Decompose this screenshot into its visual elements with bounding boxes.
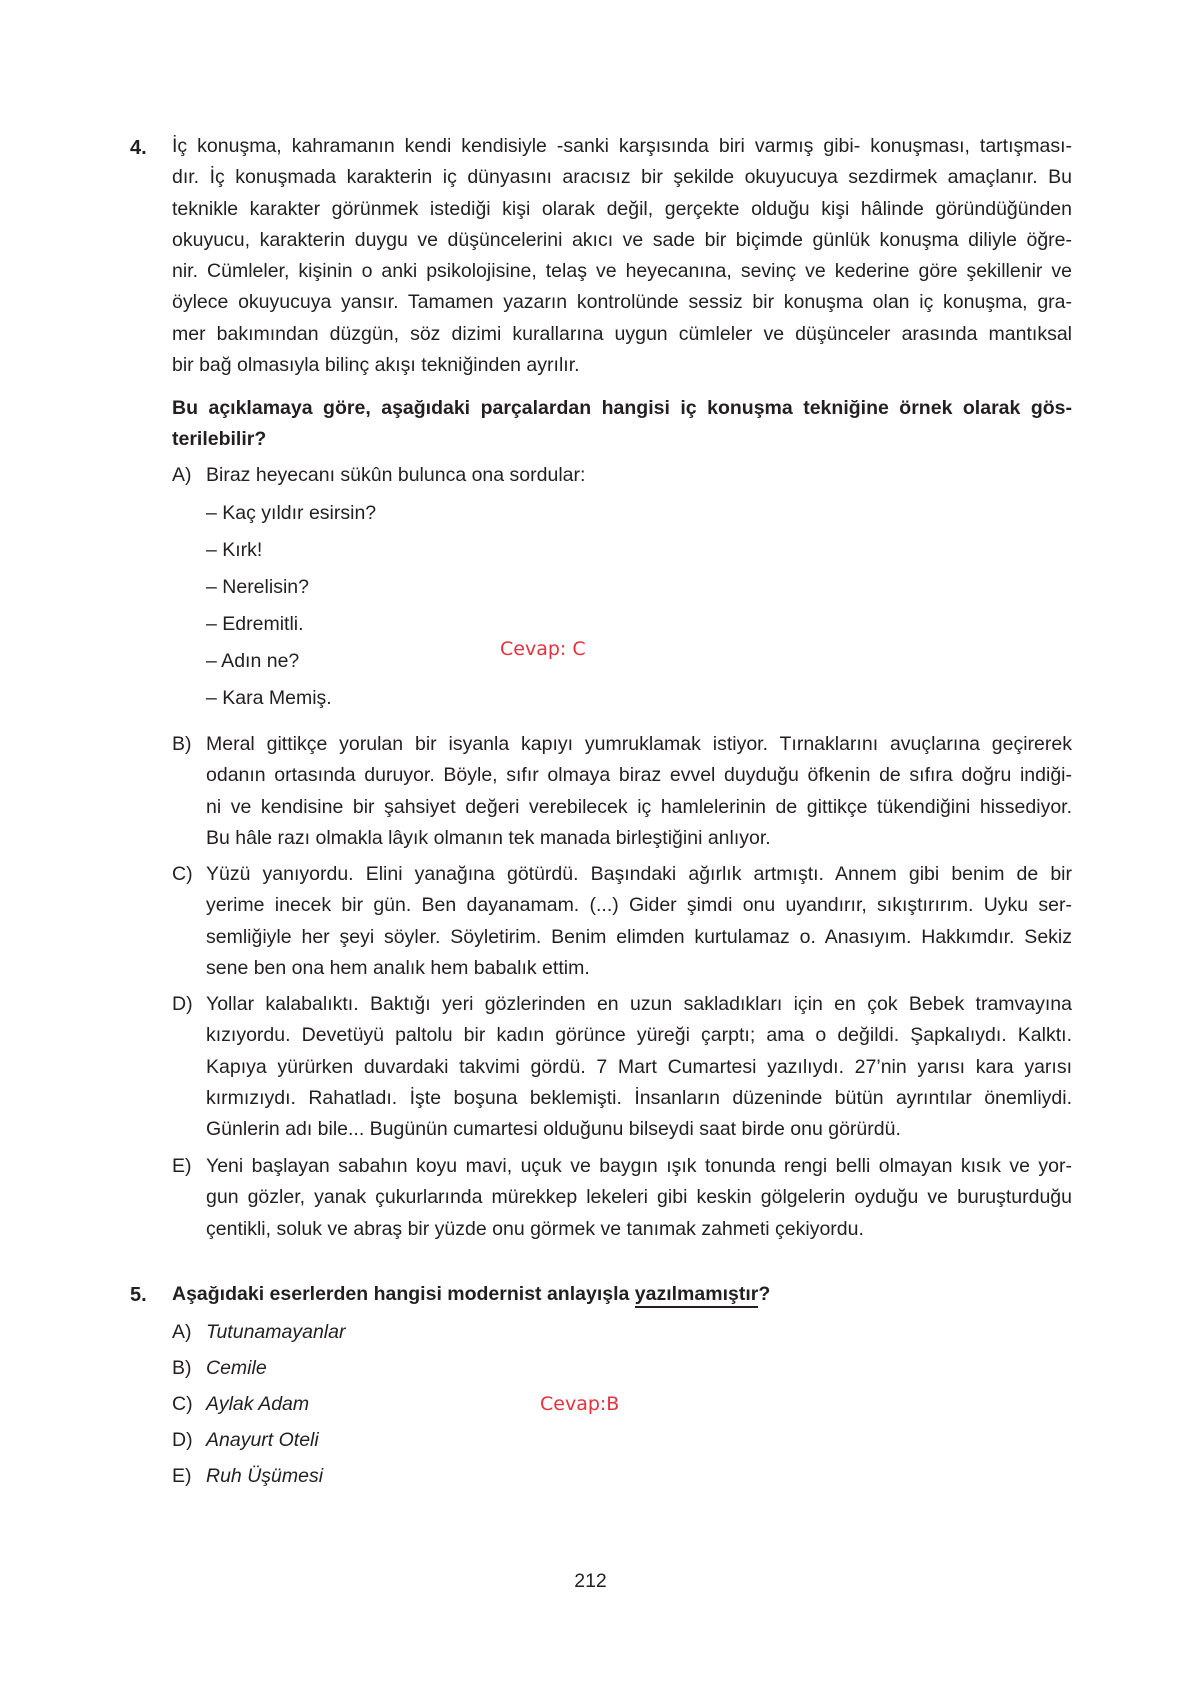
prompt-line: terilebilir?: [172, 428, 267, 451]
passage-line: nir. Cümleler, kişinin o anki psikolojisine, telaş ve heyecanına, sevinç ve kederine göre şekillenir ve: [172, 260, 1072, 283]
option-line: ni ve kendisine bir şahsiyet değeri verebilecek iç hamlelerinin de gittikçe tükendiğini hissediyor.: [206, 795, 1072, 818]
question-4-passage: [172, 131, 1072, 381]
option-text: Ruh Üşümesi: [206, 1465, 324, 1487]
option-line: Bu hâle razı olmakla lâyık olmanın tek manada birleştiğini anlıyor.: [206, 826, 771, 849]
option-b-text: [206, 729, 1072, 854]
option-letter: C): [172, 863, 193, 885]
prompt-line: Bu açıklamaya göre, aşağıdaki parçalardan hangisi iç konuşma tekniğine örnek olarak gös-: [172, 397, 1072, 419]
q5-option-d[interactable]: [172, 1425, 572, 1457]
question-4-prompt: [172, 393, 1072, 456]
option-line: Yüzü yanıyordu. Elini yanağına götürdü. Başındaki ağırlık artmıştı. Annem gibi benim de bir: [206, 863, 1072, 885]
question-4-number: 4.: [130, 137, 147, 159]
option-letter: C): [172, 1393, 193, 1415]
option-letter: E): [172, 1155, 192, 1177]
option-text: Tutunamayanlar: [206, 1321, 346, 1343]
dialog-line: – Kırk!: [206, 539, 263, 561]
question-5-number: 5.: [130, 1284, 147, 1306]
passage-line: okuyucu, karakterin duygu ve düşüncelerini akıcı ve sade bir biçimde günlük konuşma diliyle öğre-: [172, 228, 1072, 251]
q5-option-e[interactable]: [172, 1461, 572, 1493]
option-letter: A): [172, 464, 192, 486]
option-line: Yollar kalabalıktı. Baktığı yeri gözlerinden en uzun sakladıkları için en çok Bebek tramvayına: [206, 993, 1072, 1015]
option-a[interactable]: [172, 460, 1072, 492]
answer-note-q4: Cevap: C: [500, 638, 586, 660]
passage-line: dır. İç konuşmada karakterin iç dünyasını aracısız bir şekilde okuyucuya sezdirmek amaçlanır. Bu: [172, 166, 1072, 189]
dialog-line: – Kaç yıldır esirsin?: [206, 502, 377, 524]
option-line: Kapıya yürürken duvardaki takvimi gördü. 7 Mart Cumartesi yazılıydı. 27’nin yarısı kara yarısı: [206, 1055, 1072, 1078]
option-text: Anayurt Oteli: [206, 1429, 319, 1451]
option-letter: E): [172, 1465, 192, 1487]
prompt-underlined-word: yazılmamıştır: [635, 1283, 759, 1308]
passage-line: bir bağ olmasıyla bilinç akışı tekniğinden ayrılır.: [172, 354, 580, 377]
option-e-text: [206, 1151, 1072, 1245]
passage-line: teknikle karakter görünmek istediği kişi olarak değil, gerçekte olduğu kişi hâlinde göründüğünden: [172, 197, 1072, 220]
passage-line: öylece okuyucuya yansır. Tamamen yazarın kontrolünde sessiz bir konuşma olan iç konuşma, gra-: [172, 291, 1072, 314]
option-line: çentikli, soluk ve abraş bir yüzde onu görmek ve tanımak zahmeti çekiyordu.: [206, 1217, 864, 1240]
option-c-text: [206, 859, 1072, 984]
option-letter: B): [172, 1357, 192, 1379]
option-d-text: [206, 989, 1072, 1145]
option-line: sene ben ona hem analık hem babalık ettim.: [206, 956, 590, 979]
dialog-line: – Nerelisin?: [206, 576, 309, 598]
option-line: odanın ortasında duruyor. Böyle, sıfır olmaya biraz evvel duyduğu öfkenin de sıfıra doğru indiği-: [206, 764, 1072, 787]
option-line: Meral gittikçe yorulan bir isyanla kapıyı yumruklamak istiyor. Tırnaklarını avuçlarına geçirerek: [206, 733, 1072, 755]
dialog-line: – Adın ne?: [206, 650, 300, 672]
prompt-text: Aşağıdaki eserlerden hangisi modernist anlayışla: [172, 1283, 635, 1305]
option-a-intro: Biraz heyecanı sükûn bulunca ona sordular:: [206, 464, 586, 486]
option-line: Yeni başlayan sabahın koyu mavi, uçuk ve baygın ışık tonunda rengi belli olmayan kısık ve yor-: [206, 1155, 1072, 1177]
answer-note-q5: Cevap:B: [540, 1393, 620, 1415]
option-letter: A): [172, 1321, 192, 1343]
option-text: Aylak Adam: [206, 1393, 310, 1415]
option-line: kızıyordu. Devetüyü paltolu bir kadın görünce yüreği çarptı; ama o değildi. Şapkalıydı. Kalktı.: [206, 1024, 1072, 1047]
option-text: Cemile: [206, 1357, 267, 1379]
option-line: yerime inecek bir gün. Ben dayanamam. (...) Gider şimdi onu uyandırır, sıkıştırırım. Uyku ser-: [206, 894, 1072, 917]
dialog-line: – Edremitli.: [206, 613, 304, 635]
option-letter: D): [172, 1429, 193, 1451]
option-line: kırmızıydı. Rahatladı. İşte boşuna beklemişti. İnsanların düzeninde bütün ayrıntılar önemliydi.: [206, 1086, 1072, 1109]
passage-line: mer bakımından düzgün, söz dizimi kurallarına uygun cümleler ve düşünceler arasında mantıksal: [172, 322, 1072, 345]
option-line: gun gözler, yanak çukurlarında mürekkep lekeleri gibi keskin gölgelerin oyduğu ve buruşturduğu: [206, 1186, 1072, 1209]
q5-option-b[interactable]: [172, 1353, 572, 1385]
option-letter: D): [172, 993, 193, 1015]
page-number: 212: [574, 1570, 607, 1592]
q5-option-a[interactable]: [172, 1317, 572, 1349]
option-line: semliğiyle her şeyi söyler. Söyletirim. Benim elimden kurtulamaz o. Anasıyım. Hakkımdır. Sekiz: [206, 925, 1072, 948]
option-letter: B): [172, 733, 192, 755]
question-5-prompt: [172, 1279, 770, 1310]
passage-line: İç konuşma, kahramanın kendi kendisiyle -sanki karşısında biri varmış gibi- konuşması, tartışması-: [172, 135, 1072, 157]
dialog-line: – Kara Memiş.: [206, 687, 332, 709]
option-line: Günlerin adı bile... Bugünün cumartesi olduğunu bilseydi saat birde onu görürdü.: [206, 1118, 901, 1141]
prompt-end: ?: [758, 1283, 771, 1305]
q5-option-c[interactable]: [172, 1389, 572, 1421]
